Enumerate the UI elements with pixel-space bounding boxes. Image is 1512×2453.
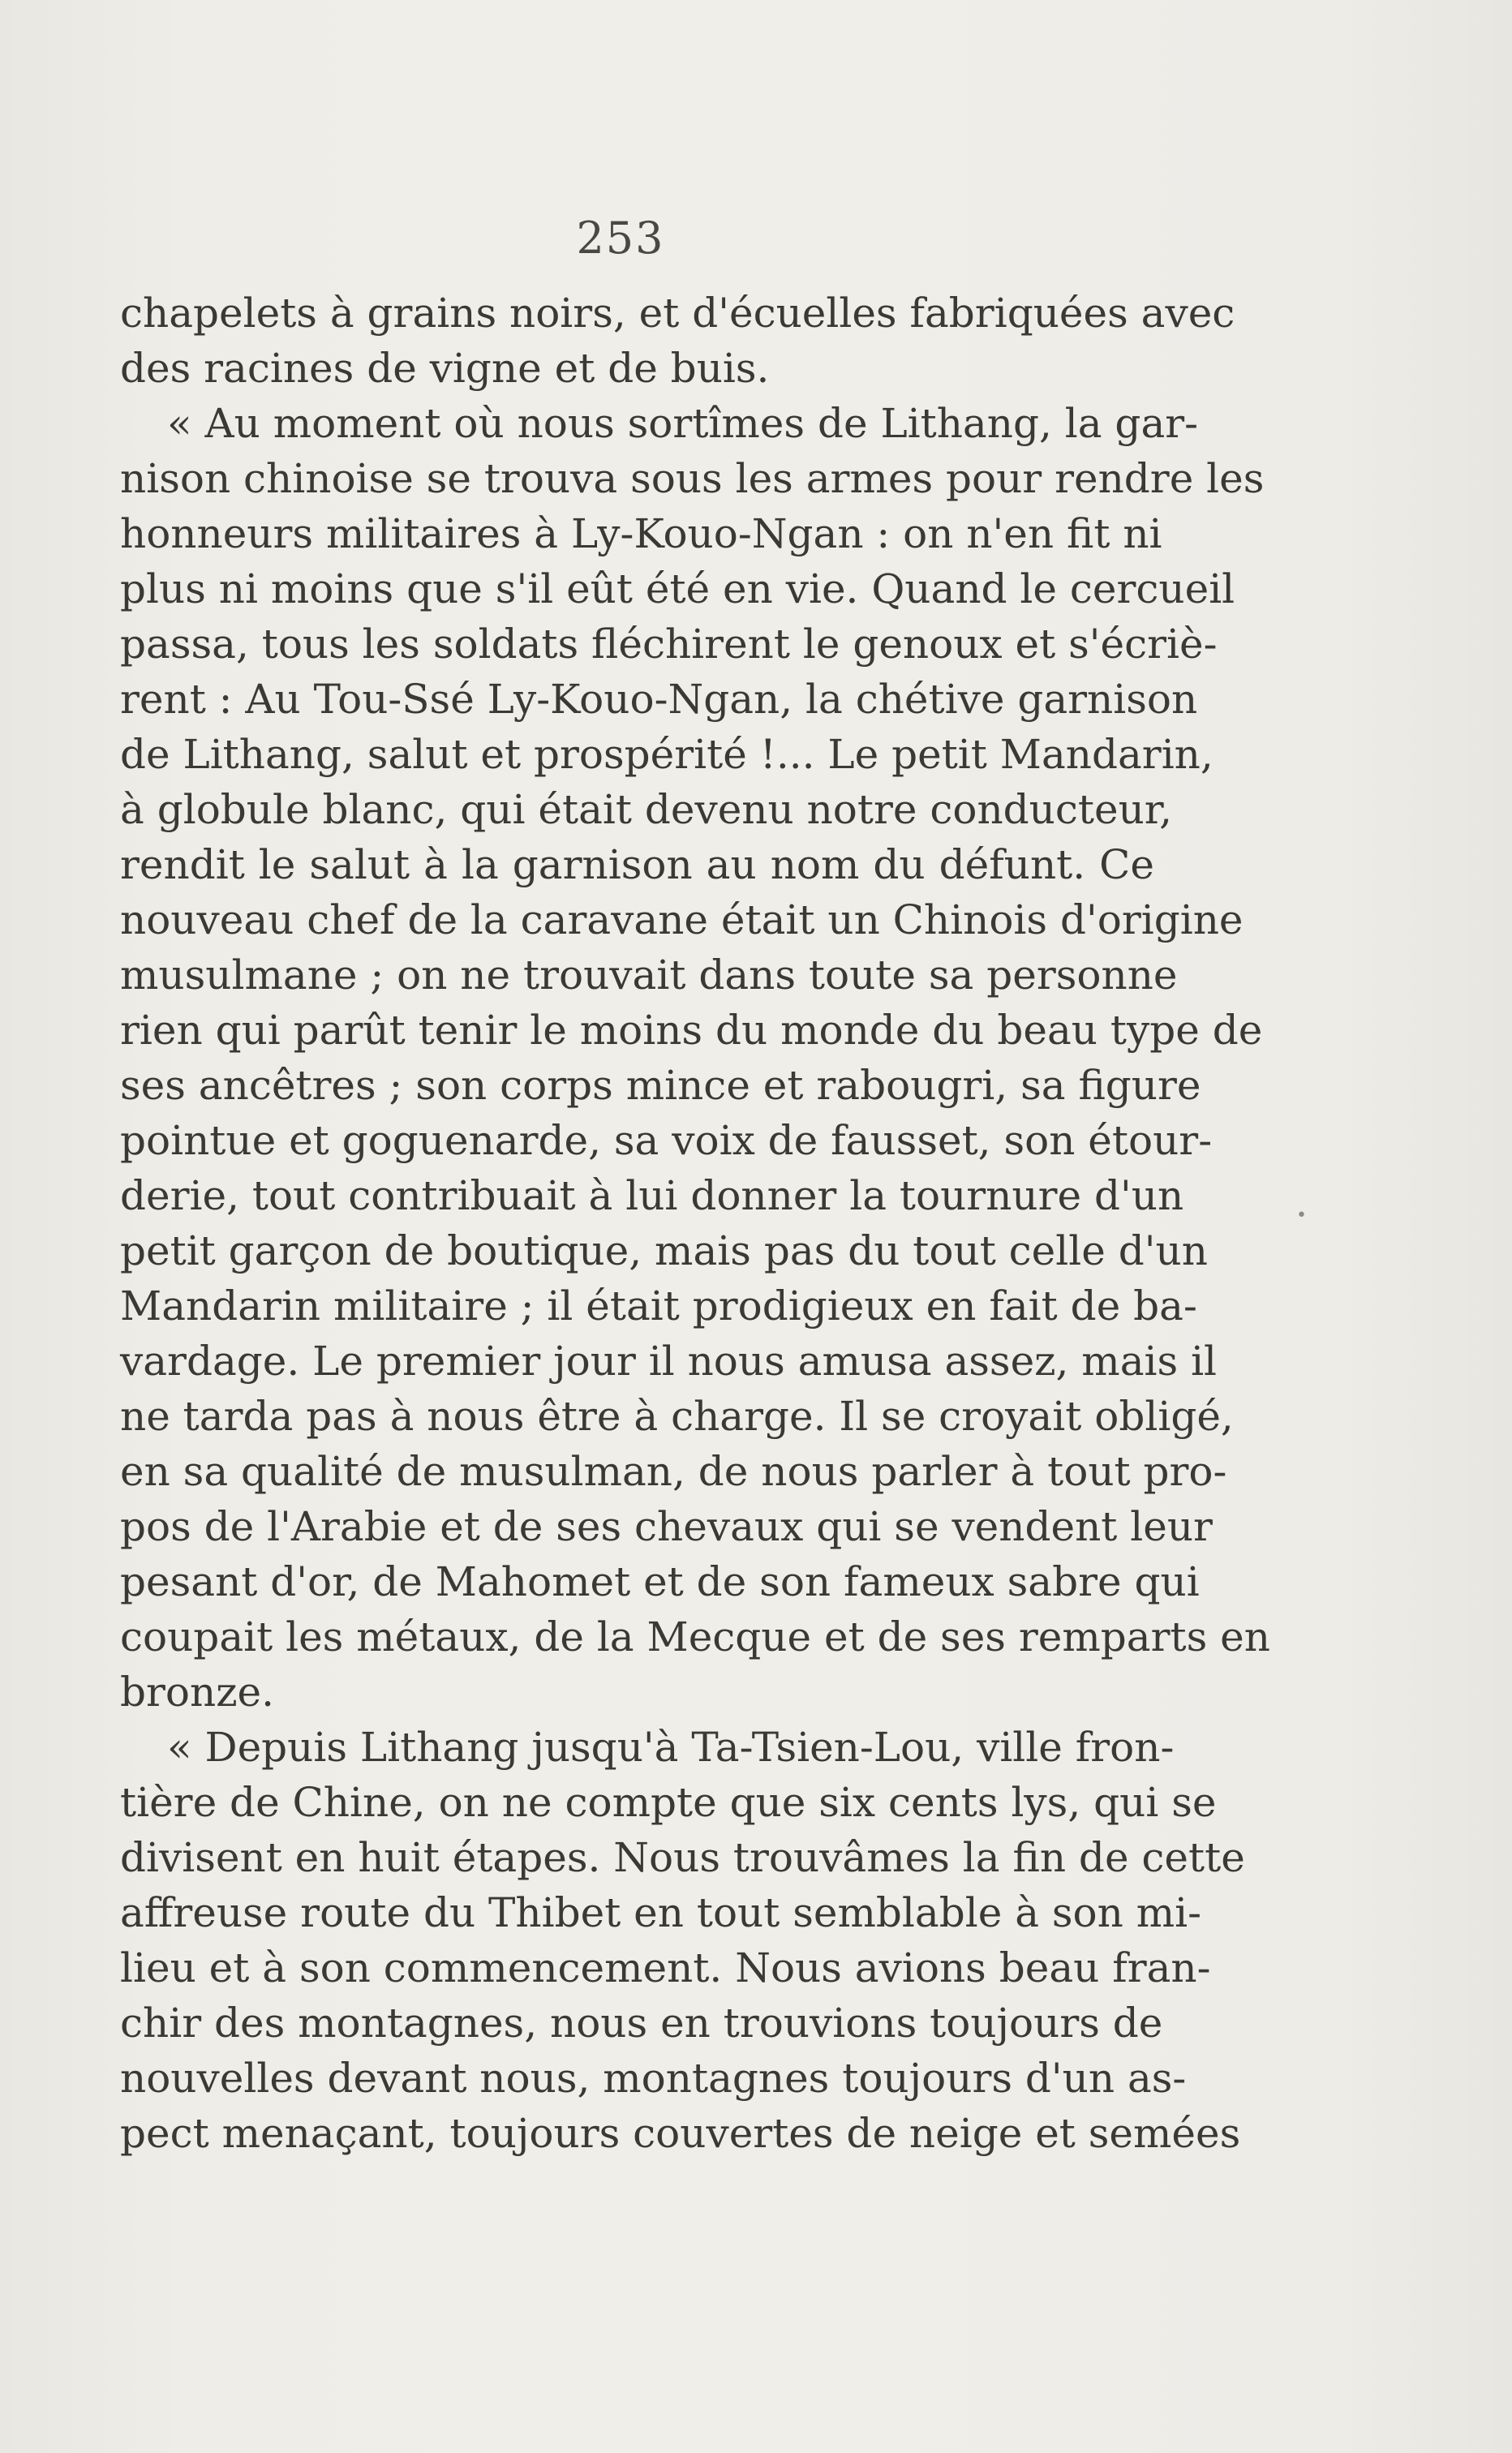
text-line: vardage. Le premier jour il nous amusa assez, mais il bbox=[120, 1338, 1218, 1385]
text-line: de Lithang, salut et prospérité !... Le petit Mandarin, bbox=[120, 731, 1213, 778]
text-line: pesant d'or, de Mahomet et de son fameux sabre qui bbox=[120, 1558, 1200, 1605]
text-line: pos de l'Arabie et de ses chevaux qui se vendent leur bbox=[120, 1503, 1213, 1550]
page-number: 253 bbox=[576, 213, 665, 264]
text-line: des racines de vigne et de buis. bbox=[120, 345, 770, 392]
text-line: Mandarin militaire ; il était prodigieux en fait de ba- bbox=[120, 1282, 1197, 1330]
text-line: chir des montagnes, nous en trouvions toujours de bbox=[120, 2000, 1163, 2047]
text-line: derie, tout contribuait à lui donner la tournure d'un bbox=[120, 1172, 1184, 1219]
text-line: rendit le salut à la garnison au nom du défunt. Ce bbox=[120, 841, 1154, 888]
text-line: nouveau chef de la caravane était un Chinois d'origine bbox=[120, 896, 1244, 943]
text-line: divisent en huit étapes. Nous trouvâmes la fin de cette bbox=[120, 1834, 1245, 1881]
body-text bbox=[120, 286, 1270, 2161]
text-line: nouvelles devant nous, montagnes toujours d'un as- bbox=[120, 2055, 1187, 2102]
text-line: pect menaçant, toujours couvertes de neige et semées bbox=[120, 2110, 1241, 2157]
text-line: tière de Chine, on ne compte que six cents lys, qui se bbox=[120, 1779, 1217, 1826]
text-line: passa, tous les soldats fléchirent le genoux et s'écriè- bbox=[120, 621, 1218, 668]
text-line: chapelets à grains noirs, et d'écuelles fabriquées avec bbox=[120, 290, 1235, 337]
text-line: pointue et goguenarde, sa voix de fausset, son étour- bbox=[120, 1117, 1213, 1164]
text-line: ses ancêtres ; son corps mince et rabougri, sa figure bbox=[120, 1062, 1201, 1109]
text-line: honneurs militaires à Ly-Kouo-Ngan : on n'en fit ni bbox=[120, 510, 1162, 557]
text-line: musulmane ; on ne trouvait dans toute sa personne bbox=[120, 952, 1178, 999]
text-line: petit garçon de boutique, mais pas du tout celle d'un bbox=[120, 1227, 1208, 1274]
text-line: bronze. bbox=[120, 1669, 275, 1716]
text-line: en sa qualité de musulman, de nous parler à tout pro- bbox=[120, 1448, 1227, 1495]
text-line: nison chinoise se trouva sous les armes pour rendre les bbox=[120, 455, 1265, 502]
text-line: à globule blanc, qui était devenu notre conducteur, bbox=[120, 786, 1173, 833]
text-line: coupait les métaux, de la Mecque et de ses remparts en bbox=[120, 1613, 1270, 1660]
text-line: lieu et à son commencement. Nous avions beau fran- bbox=[120, 1944, 1211, 1991]
margin-speck-mark: • bbox=[1296, 1205, 1307, 1226]
text-line: « Depuis Lithang jusqu'à Ta-Tsien-Lou, ville fron- bbox=[167, 1724, 1175, 1771]
text-line: « Au moment où nous sortîmes de Lithang, la gar- bbox=[167, 400, 1199, 447]
text-line: rien qui parût tenir le moins du monde du beau type de bbox=[120, 1007, 1263, 1054]
text-line: ne tarda pas à nous être à charge. Il se croyait obligé, bbox=[120, 1393, 1234, 1440]
text-line: affreuse route du Thibet en tout semblable à son mi- bbox=[120, 1889, 1202, 1936]
text-line: plus ni moins que s'il eût été en vie. Quand le cercueil bbox=[120, 565, 1235, 612]
text-line: rent : Au Tou-Ssé Ly-Kouo-Ngan, la chétive garnison bbox=[120, 676, 1198, 723]
